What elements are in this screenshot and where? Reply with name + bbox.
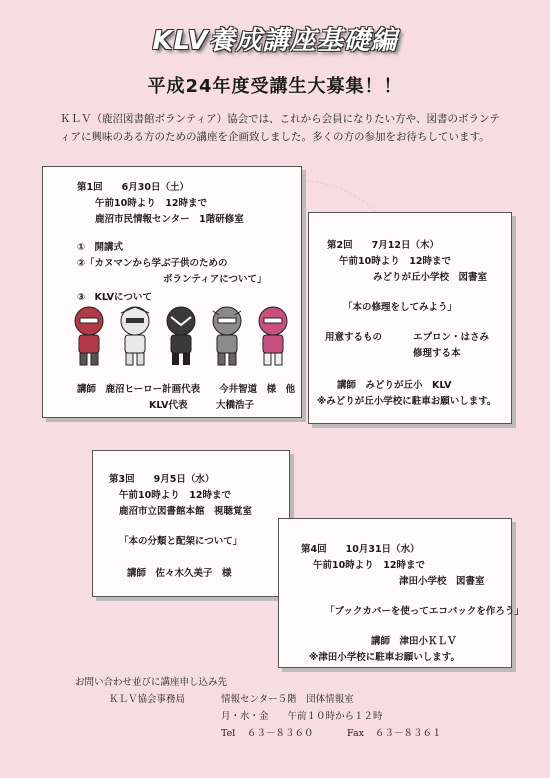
session-1-lecturer-1: 講師 鹿沼ヒーロー計画代表 今井智道 様 他: [77, 384, 296, 395]
hero-figure-4: [207, 305, 247, 367]
contact-office: ＫＬＶ協会事務局: [109, 694, 186, 705]
contact-hours: 月・水・金 午前１０時から１２時: [221, 711, 383, 722]
session-1-box: [42, 166, 302, 418]
session-1-time: 午前10時より 12時まで: [95, 198, 207, 209]
intro-paragraph: ＫＬＶ（鹿沼図書館ボランティア）協会では、これから会員になりたい方や、図書のボランティアに興味のある方のための講座を企画致しました。多くの方の参加をお待ちしています。: [60, 113, 500, 143]
session-1-heading: 第1回 6月30日（土）: [77, 182, 189, 193]
session-3-box: [92, 450, 290, 597]
session-2-lecturer: 講師 みどりが丘小 KLV: [337, 380, 452, 391]
session-3-place: 鹿沼市立図書館本館 視聴覚室: [119, 506, 253, 517]
session-1-item-1: ① 開講式: [77, 242, 124, 253]
session-2-time: 午前10時より 12時まで: [339, 256, 451, 267]
session-1-item-2a: ②「カヌマンから学ぶ子供のための: [77, 258, 228, 269]
session-2-box: [308, 212, 512, 424]
session-2-bring-1: エプロン・はさみ: [413, 332, 490, 343]
session-1-item-2b: ボランティアについて」: [163, 274, 267, 285]
hero-figure-3: [161, 305, 201, 367]
session-3-lecturer: 講師 佐々木久美子 様: [127, 568, 232, 579]
session-2-place: みどりが丘小学校 図書室: [373, 272, 488, 283]
session-4-note: ※津田小学校に駐車お願いします。: [309, 652, 460, 663]
session-2-bring-2: 修理する本: [413, 348, 461, 359]
session-4-box: [278, 518, 524, 668]
session-2-topic: 「本の修理をしてみよう」: [343, 302, 458, 313]
hero-figure-1: [69, 305, 109, 367]
hero-illustrations: [69, 305, 293, 367]
session-3-time: 午前10時より 12時まで: [119, 490, 231, 501]
session-4-lecturer: 講師 津田小ＫＬＶ: [371, 636, 457, 647]
session-4-topic: 「ブックカバーを使ってエコバックを作ろう」: [325, 606, 524, 617]
hero-figure-2: [115, 305, 155, 367]
fax-number: ６３－８３６１: [375, 728, 442, 739]
session-4-place: 津田小学校 図書室: [399, 576, 485, 587]
fax-label: Fax: [347, 728, 364, 739]
tel-label: Tel: [221, 728, 236, 739]
session-4-heading: 第4回 10月31日（水）: [301, 544, 420, 555]
page-subtitle: 平成24年度受講生大募集！！: [147, 76, 403, 97]
contact-office-place: 情報センター５階 団体情報室: [221, 694, 354, 705]
session-1-lecturer-2: KLV代表 大橋浩子: [149, 400, 254, 411]
hero-figure-5: [253, 305, 293, 367]
session-1-item-3: ③ KLVについて: [77, 292, 152, 303]
session-2-bring-label: 用意するもの: [325, 332, 383, 343]
session-3-topic: 「本の分類と配架について」: [119, 536, 243, 547]
session-1-place: 鹿沼市民情報センター 1階研修室: [95, 214, 244, 225]
session-2-heading: 第2回 7月12日（木）: [327, 240, 439, 251]
page-title: KLV養成講座基礎編: [152, 26, 398, 56]
session-3-heading: 第3回 9月5日（水）: [109, 474, 215, 485]
contact-heading: お問い合わせ並びに講座申し込み先: [75, 677, 228, 688]
tel-number: ６３－８３６０: [247, 728, 314, 739]
session-4-time: 午前10時より 12時まで: [313, 560, 425, 571]
session-2-note: ※みどりが丘小学校に駐車お願いします。: [317, 396, 497, 407]
